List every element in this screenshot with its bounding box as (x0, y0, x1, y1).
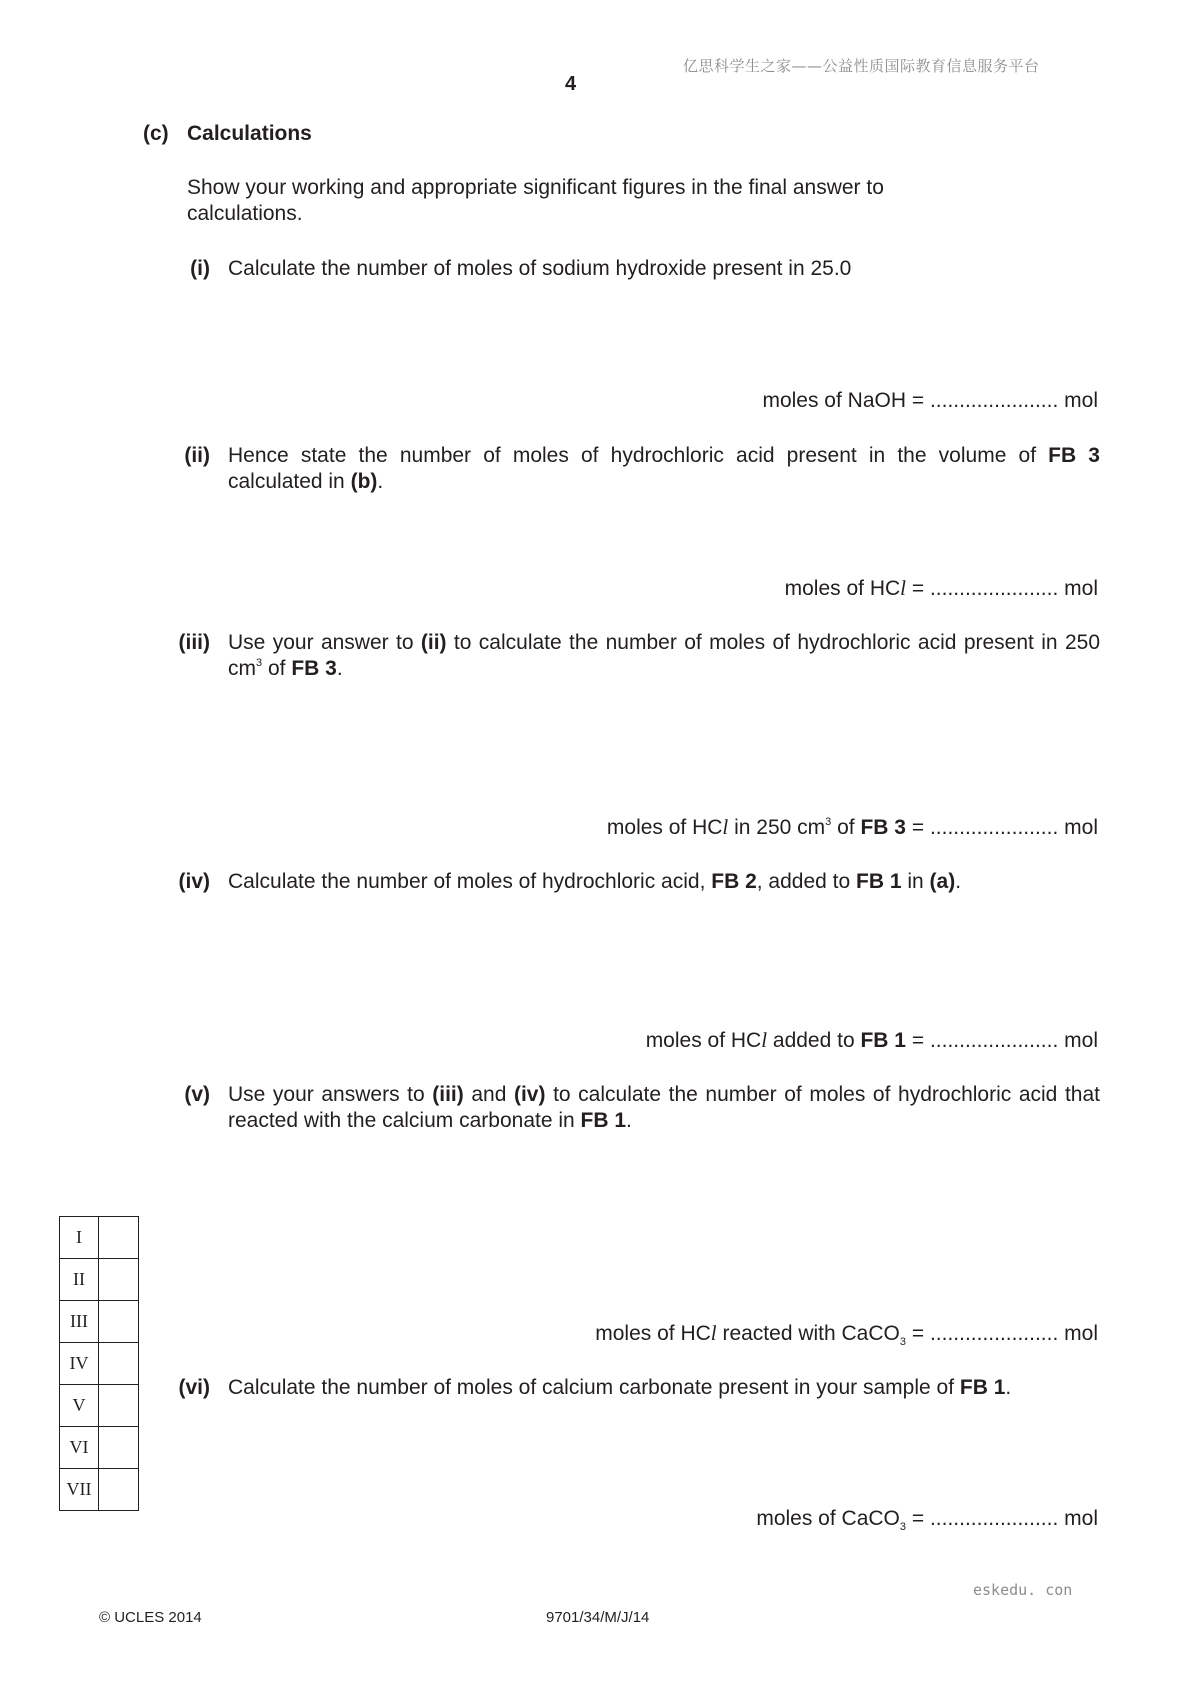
answer-line-caco3 (756, 1507, 1098, 1531)
mark-row (60, 1427, 139, 1469)
question-text: Use your answer to (ii) to calculate the number of moles of hydrochloric acid present in 250 $cm^3$ of FB 3. (228, 631, 1100, 680)
mark-cell[interactable] (99, 1469, 139, 1511)
answer-line-hcl-added (646, 1028, 1098, 1053)
mark-label: V (60, 1385, 99, 1427)
mark-label: III (60, 1301, 99, 1343)
answer-line-hcl-250 (607, 815, 1098, 840)
footer-paper-code: 9701/34/M/J/14 (546, 1609, 650, 1626)
question-number: (iv) (178, 870, 210, 893)
mark-label: VI (60, 1427, 99, 1469)
mark-label: I (60, 1217, 99, 1259)
mark-label: II (60, 1259, 99, 1301)
question-number: (v) (184, 1083, 210, 1106)
answer-unit: mol (1064, 816, 1098, 839)
question-number: (i) (190, 257, 210, 280)
answer-dots: ...................... (929, 1322, 1059, 1345)
mark-label: VII (60, 1469, 99, 1511)
question-number: (iii) (178, 631, 210, 654)
answer-label: moles of HCl added to FB 1 = (645, 1028, 925, 1052)
question-number: (ii) (184, 444, 210, 467)
mark-row (60, 1259, 139, 1301)
answer-unit: mol (1064, 1029, 1098, 1052)
mark-row (60, 1385, 139, 1427)
answer-dots: ...................... (929, 577, 1059, 600)
answer-dots: ...................... (929, 1507, 1059, 1530)
section-instruction: Show your working and appropriate significant figures in the final answer to calculations. (187, 176, 884, 225)
answer-dots: ...................... (929, 816, 1059, 839)
answer-unit: mol (1064, 577, 1098, 600)
section-label: (c) (143, 122, 169, 145)
answer-label: moles of CaCO$_3$ = (756, 1507, 925, 1533)
footer-copyright: © UCLES 2014 (99, 1609, 202, 1626)
mark-row (60, 1343, 139, 1385)
question-number: (vi) (178, 1376, 210, 1399)
watermark-text: 亿思科学生之家——公益性质国际教育信息服务平台 (683, 57, 1040, 75)
answer-label: moles of HCl = (784, 576, 925, 600)
question-text: Calculate the number of moles of hydrochloric acid, FB 2, added to FB 1 in (a). (228, 870, 962, 893)
answer-line-hcl (785, 576, 1098, 601)
answer-dots: ...................... (929, 389, 1059, 412)
mark-cell[interactable] (99, 1301, 139, 1343)
answer-dots: ...................... (929, 1029, 1059, 1052)
mark-cell[interactable] (99, 1385, 139, 1427)
answer-unit: mol (1064, 1322, 1098, 1345)
answer-label: moles of HCl in 250 $cm^3$ of FB 3 = (606, 815, 925, 839)
question-text: Use your answers to (iii) and (iv) to calculate the number of moles of hydrochloric acid that reacted with the calcium carbonate in FB 1. (228, 1083, 1100, 1132)
mark-cell[interactable] (99, 1343, 139, 1385)
mark-row (60, 1217, 139, 1259)
page-number: 4 (565, 73, 577, 95)
site-watermark: eskedu. con (973, 1581, 1073, 1599)
mark-box (59, 1216, 139, 1511)
answer-label: moles of NaOH = (762, 389, 925, 412)
mark-cell[interactable] (99, 1427, 139, 1469)
mark-cell[interactable] (99, 1259, 139, 1301)
question-text: Calculate the number of moles of sodium hydroxide present in 25.0 (228, 257, 852, 280)
mark-row (60, 1469, 139, 1511)
question-text: Calculate the number of moles of calcium carbonate present in your sample of FB 1. (228, 1376, 1012, 1399)
answer-unit: mol (1064, 1507, 1098, 1530)
question-text: Hence state the number of moles of hydrochloric acid present in the volume of FB 3 calculated in (b). (228, 444, 1100, 493)
section-title: Calculations (187, 122, 312, 145)
mark-row (60, 1301, 139, 1343)
answer-line-hcl-reacted (595, 1321, 1098, 1346)
answer-unit: mol (1064, 389, 1098, 412)
mark-label: IV (60, 1343, 99, 1385)
answer-label: moles of HCl reacted with CaCO$_3$ = (595, 1321, 925, 1348)
mark-cell[interactable] (99, 1217, 139, 1259)
answer-line-naoh (762, 389, 1098, 413)
